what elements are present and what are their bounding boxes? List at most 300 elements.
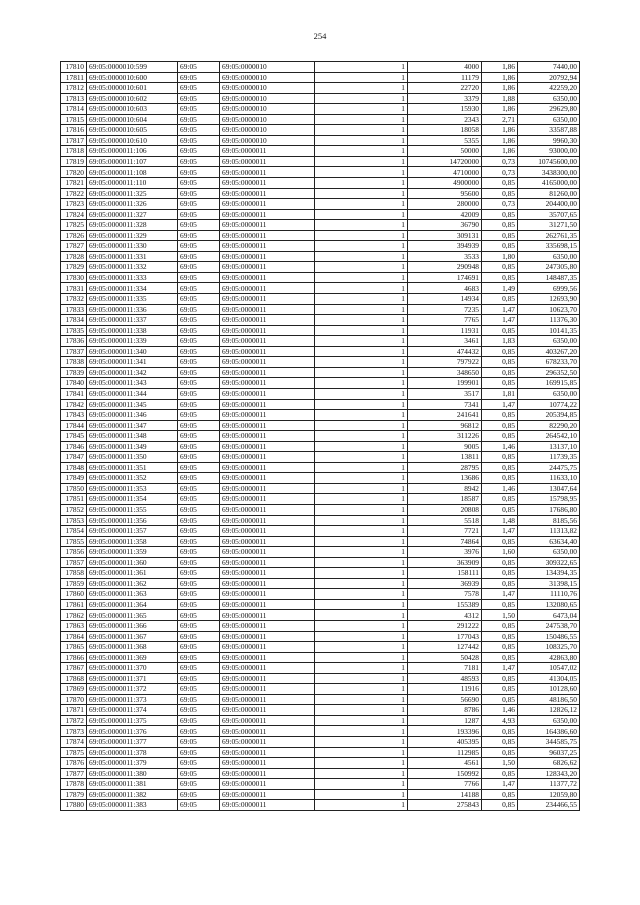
area-cell: 4900000 xyxy=(408,178,482,189)
cadastral-number-cell: 69:05:0000011:326 xyxy=(87,199,178,210)
cadastral-quarter-cell: 69:05:0000011 xyxy=(220,557,315,568)
district-code-cell: 69:05 xyxy=(178,589,220,600)
cadastral-value-cell: 148487,35 xyxy=(518,272,580,283)
cadastral-number-cell: 69:05:0000011:364 xyxy=(87,599,178,610)
cadastral-value-cell: 205394,85 xyxy=(518,410,580,421)
cadastral-number-cell: 69:05:0000011:342 xyxy=(87,367,178,378)
group-cell: 1 xyxy=(315,663,408,674)
district-code-cell: 69:05 xyxy=(178,652,220,663)
cadastral-number-cell: 69:05:0000011:110 xyxy=(87,178,178,189)
area-cell: 311226 xyxy=(408,431,482,442)
cadastral-number-cell: 69:05:0000011:375 xyxy=(87,715,178,726)
cadastral-value-cell: 12059,80 xyxy=(518,789,580,800)
cadastral-quarter-cell: 69:05:0000011 xyxy=(220,230,315,241)
cadastral-number-cell: 69:05:0000010:600 xyxy=(87,72,178,83)
area-cell: 96812 xyxy=(408,420,482,431)
cadastral-number-cell: 69:05:0000011:362 xyxy=(87,578,178,589)
cadastral-value-cell: 15798,95 xyxy=(518,494,580,505)
cadastral-number-cell: 69:05:0000011:332 xyxy=(87,262,178,273)
cadastral-number-cell: 69:05:0000011:335 xyxy=(87,294,178,305)
specific-value-cell: 1,47 xyxy=(482,304,518,315)
row-number-cell: 17865 xyxy=(61,642,87,653)
cadastral-number-cell: 69:05:0000011:347 xyxy=(87,420,178,431)
district-code-cell: 69:05 xyxy=(178,93,220,104)
specific-value-cell: 0,85 xyxy=(482,800,518,811)
area-cell: 7341 xyxy=(408,399,482,410)
row-number-cell: 17827 xyxy=(61,241,87,252)
table-row xyxy=(61,620,580,631)
row-number-cell: 17836 xyxy=(61,336,87,347)
area-cell: 74864 xyxy=(408,536,482,547)
area-cell: 28795 xyxy=(408,462,482,473)
cadastral-value-cell: 6350,00 xyxy=(518,93,580,104)
table-row xyxy=(61,241,580,252)
cadastral-value-cell: 6350,00 xyxy=(518,715,580,726)
specific-value-cell: 0,85 xyxy=(482,568,518,579)
specific-value-cell: 1,50 xyxy=(482,758,518,769)
row-number-cell: 17875 xyxy=(61,747,87,758)
row-number-cell: 17854 xyxy=(61,526,87,537)
cadastral-quarter-cell: 69:05:0000011 xyxy=(220,673,315,684)
area-cell: 95600 xyxy=(408,188,482,199)
area-cell: 7578 xyxy=(408,589,482,600)
row-number-cell: 17813 xyxy=(61,93,87,104)
table-row xyxy=(61,747,580,758)
group-cell: 1 xyxy=(315,399,408,410)
specific-value-cell: 1,46 xyxy=(482,705,518,716)
cadastral-number-cell: 69:05:0000011:382 xyxy=(87,789,178,800)
table-row xyxy=(61,504,580,515)
group-cell: 1 xyxy=(315,241,408,252)
group-cell: 1 xyxy=(315,631,408,642)
area-cell: 193396 xyxy=(408,726,482,737)
cadastral-number-cell: 69:05:0000010:601 xyxy=(87,83,178,94)
district-code-cell: 69:05 xyxy=(178,325,220,336)
cadastral-value-cell: 13047,64 xyxy=(518,483,580,494)
cadastral-number-cell: 69:05:0000011:373 xyxy=(87,694,178,705)
area-cell: 174691 xyxy=(408,272,482,283)
group-cell: 1 xyxy=(315,589,408,600)
specific-value-cell: 1,83 xyxy=(482,336,518,347)
group-cell: 1 xyxy=(315,620,408,631)
specific-value-cell: 0,85 xyxy=(482,230,518,241)
cadastral-number-cell: 69:05:0000011:371 xyxy=(87,673,178,684)
cadastral-value-cell: 403267,20 xyxy=(518,346,580,357)
group-cell: 1 xyxy=(315,547,408,558)
area-cell: 4710000 xyxy=(408,167,482,178)
district-code-cell: 69:05 xyxy=(178,758,220,769)
cadastral-quarter-cell: 69:05:0000011 xyxy=(220,367,315,378)
table-row xyxy=(61,262,580,273)
cadastral-value-cell: 6350,00 xyxy=(518,251,580,262)
table-row xyxy=(61,663,580,674)
cadastral-quarter-cell: 69:05:0000011 xyxy=(220,241,315,252)
cadastral-number-cell: 69:05:0000011:340 xyxy=(87,346,178,357)
row-number-cell: 17850 xyxy=(61,483,87,494)
cadastral-quarter-cell: 69:05:0000010 xyxy=(220,83,315,94)
row-number-cell: 17873 xyxy=(61,726,87,737)
cadastral-value-cell: 309322,65 xyxy=(518,557,580,568)
table-row xyxy=(61,526,580,537)
cadastral-value-cell: 11313,82 xyxy=(518,526,580,537)
row-number-cell: 17838 xyxy=(61,357,87,368)
cadastral-quarter-cell: 69:05:0000011 xyxy=(220,737,315,748)
cadastral-number-cell: 69:05:0000010:603 xyxy=(87,104,178,115)
cadastral-number-cell: 69:05:0000011:106 xyxy=(87,146,178,157)
district-code-cell: 69:05 xyxy=(178,367,220,378)
specific-value-cell: 0,85 xyxy=(482,747,518,758)
specific-value-cell: 0,85 xyxy=(482,631,518,642)
specific-value-cell: 1,86 xyxy=(482,72,518,83)
district-code-cell: 69:05 xyxy=(178,599,220,610)
cadastral-number-cell: 69:05:0000011:374 xyxy=(87,705,178,716)
district-code-cell: 69:05 xyxy=(178,241,220,252)
cadastral-quarter-cell: 69:05:0000011 xyxy=(220,431,315,442)
cadastral-value-cell: 6350,00 xyxy=(518,547,580,558)
group-cell: 1 xyxy=(315,294,408,305)
group-cell: 1 xyxy=(315,135,408,146)
area-cell: 4561 xyxy=(408,758,482,769)
area-cell: 14188 xyxy=(408,789,482,800)
area-cell: 18587 xyxy=(408,494,482,505)
area-cell: 8942 xyxy=(408,483,482,494)
row-number-cell: 17830 xyxy=(61,272,87,283)
specific-value-cell: 0,85 xyxy=(482,294,518,305)
cadastral-quarter-cell: 69:05:0000011 xyxy=(220,283,315,294)
cadastral-value-cell: 247305,80 xyxy=(518,262,580,273)
cadastral-quarter-cell: 69:05:0000011 xyxy=(220,726,315,737)
specific-value-cell: 1,47 xyxy=(482,779,518,790)
area-cell: 7765 xyxy=(408,315,482,326)
group-cell: 1 xyxy=(315,747,408,758)
cadastral-quarter-cell: 69:05:0000011 xyxy=(220,547,315,558)
cadastral-value-cell: 3438300,00 xyxy=(518,167,580,178)
table-row xyxy=(61,272,580,283)
row-number-cell: 17825 xyxy=(61,220,87,231)
district-code-cell: 69:05 xyxy=(178,399,220,410)
district-code-cell: 69:05 xyxy=(178,631,220,642)
cadastral-value-cell: 13137,10 xyxy=(518,441,580,452)
area-cell: 48593 xyxy=(408,673,482,684)
district-code-cell: 69:05 xyxy=(178,388,220,399)
table-row xyxy=(61,768,580,779)
cadastral-quarter-cell: 69:05:0000011 xyxy=(220,294,315,305)
area-cell: 290948 xyxy=(408,262,482,273)
row-number-cell: 17870 xyxy=(61,694,87,705)
cadastral-value-cell: 9960,30 xyxy=(518,135,580,146)
group-cell: 1 xyxy=(315,526,408,537)
table-row xyxy=(61,652,580,663)
cadastral-quarter-cell: 69:05:0000011 xyxy=(220,199,315,210)
cadastral-quarter-cell: 69:05:0000011 xyxy=(220,715,315,726)
cadastral-quarter-cell: 69:05:0000011 xyxy=(220,410,315,421)
district-code-cell: 69:05 xyxy=(178,715,220,726)
cadastral-value-cell: 7440,00 xyxy=(518,62,580,73)
area-cell: 5518 xyxy=(408,515,482,526)
table-row xyxy=(61,378,580,389)
table-row xyxy=(61,515,580,526)
cadastral-quarter-cell: 69:05:0000011 xyxy=(220,188,315,199)
area-cell: 150992 xyxy=(408,768,482,779)
specific-value-cell: 0,85 xyxy=(482,694,518,705)
table-row xyxy=(61,230,580,241)
cadastral-value-cell: 11376,30 xyxy=(518,315,580,326)
specific-value-cell: 0,85 xyxy=(482,378,518,389)
specific-value-cell: 0,85 xyxy=(482,357,518,368)
group-cell: 1 xyxy=(315,272,408,283)
specific-value-cell: 0,85 xyxy=(482,367,518,378)
table-row xyxy=(61,473,580,484)
cadastral-quarter-cell: 69:05:0000011 xyxy=(220,610,315,621)
cadastral-number-cell: 69:05:0000011:344 xyxy=(87,388,178,399)
area-cell: 3379 xyxy=(408,93,482,104)
specific-value-cell: 0,85 xyxy=(482,262,518,273)
group-cell: 1 xyxy=(315,684,408,695)
cadastral-value-cell: 6350,00 xyxy=(518,336,580,347)
cadastral-quarter-cell: 69:05:0000011 xyxy=(220,441,315,452)
table-row xyxy=(61,388,580,399)
district-code-cell: 69:05 xyxy=(178,578,220,589)
cadastral-quarter-cell: 69:05:0000011 xyxy=(220,304,315,315)
specific-value-cell: 0,85 xyxy=(482,620,518,631)
cadastral-value-cell: 6350,00 xyxy=(518,388,580,399)
cadastral-value-cell: 150486,55 xyxy=(518,631,580,642)
row-number-cell: 17847 xyxy=(61,452,87,463)
district-code-cell: 69:05 xyxy=(178,789,220,800)
cadastral-quarter-cell: 69:05:0000011 xyxy=(220,758,315,769)
cadastral-number-cell: 69:05:0000011:369 xyxy=(87,652,178,663)
table-row xyxy=(61,737,580,748)
specific-value-cell: 4,93 xyxy=(482,715,518,726)
cadastral-value-cell: 10623,70 xyxy=(518,304,580,315)
cadastral-value-cell: 132080,65 xyxy=(518,599,580,610)
row-number-cell: 17861 xyxy=(61,599,87,610)
specific-value-cell: 0,85 xyxy=(482,346,518,357)
row-number-cell: 17818 xyxy=(61,146,87,157)
group-cell: 1 xyxy=(315,83,408,94)
cadastral-value-cell: 31398,15 xyxy=(518,578,580,589)
group-cell: 1 xyxy=(315,694,408,705)
group-cell: 1 xyxy=(315,578,408,589)
cadastral-number-cell: 69:05:0000011:365 xyxy=(87,610,178,621)
group-cell: 1 xyxy=(315,104,408,115)
cadastral-quarter-cell: 69:05:0000011 xyxy=(220,663,315,674)
district-code-cell: 69:05 xyxy=(178,483,220,494)
cadastral-quarter-cell: 69:05:0000010 xyxy=(220,125,315,136)
table-row xyxy=(61,589,580,600)
table-row xyxy=(61,104,580,115)
table-row xyxy=(61,420,580,431)
cadastral-number-cell: 69:05:0000011:343 xyxy=(87,378,178,389)
row-number-cell: 17823 xyxy=(61,199,87,210)
cadastral-number-cell: 69:05:0000011:370 xyxy=(87,663,178,674)
area-cell: 50428 xyxy=(408,652,482,663)
district-code-cell: 69:05 xyxy=(178,315,220,326)
table-row xyxy=(61,800,580,811)
cadastral-value-cell: 6999,56 xyxy=(518,283,580,294)
district-code-cell: 69:05 xyxy=(178,336,220,347)
row-number-cell: 17853 xyxy=(61,515,87,526)
table-row xyxy=(61,684,580,695)
district-code-cell: 69:05 xyxy=(178,156,220,167)
district-code-cell: 69:05 xyxy=(178,663,220,674)
table-row xyxy=(61,283,580,294)
cadastral-quarter-cell: 69:05:0000011 xyxy=(220,589,315,600)
district-code-cell: 69:05 xyxy=(178,504,220,515)
row-number-cell: 17880 xyxy=(61,800,87,811)
district-code-cell: 69:05 xyxy=(178,346,220,357)
row-number-cell: 17822 xyxy=(61,188,87,199)
cadastral-number-cell: 69:05:0000011:357 xyxy=(87,526,178,537)
specific-value-cell: 1,86 xyxy=(482,104,518,115)
specific-value-cell: 0,85 xyxy=(482,178,518,189)
cadastral-quarter-cell: 69:05:0000011 xyxy=(220,526,315,537)
row-number-cell: 17852 xyxy=(61,504,87,515)
group-cell: 1 xyxy=(315,388,408,399)
cadastral-number-cell: 69:05:0000011:354 xyxy=(87,494,178,505)
cadastral-number-cell: 69:05:0000011:351 xyxy=(87,462,178,473)
table-row xyxy=(61,494,580,505)
row-number-cell: 17826 xyxy=(61,230,87,241)
cadastral-quarter-cell: 69:05:0000011 xyxy=(220,652,315,663)
group-cell: 1 xyxy=(315,462,408,473)
area-cell: 7766 xyxy=(408,779,482,790)
area-cell: 15930 xyxy=(408,104,482,115)
group-cell: 1 xyxy=(315,779,408,790)
district-code-cell: 69:05 xyxy=(178,557,220,568)
table-row xyxy=(61,599,580,610)
area-cell: 2343 xyxy=(408,114,482,125)
cadastral-value-table xyxy=(60,61,580,811)
table-row xyxy=(61,125,580,136)
group-cell: 1 xyxy=(315,431,408,442)
cadastral-quarter-cell: 69:05:0000011 xyxy=(220,167,315,178)
area-cell: 3976 xyxy=(408,547,482,558)
district-code-cell: 69:05 xyxy=(178,526,220,537)
group-cell: 1 xyxy=(315,800,408,811)
cadastral-value-cell: 164386,60 xyxy=(518,726,580,737)
area-cell: 11179 xyxy=(408,72,482,83)
group-cell: 1 xyxy=(315,726,408,737)
cadastral-quarter-cell: 69:05:0000011 xyxy=(220,251,315,262)
district-code-cell: 69:05 xyxy=(178,146,220,157)
cadastral-quarter-cell: 69:05:0000010 xyxy=(220,72,315,83)
cadastral-number-cell: 69:05:0000011:333 xyxy=(87,272,178,283)
specific-value-cell: 1,47 xyxy=(482,589,518,600)
cadastral-quarter-cell: 69:05:0000011 xyxy=(220,694,315,705)
area-cell: 112985 xyxy=(408,747,482,758)
group-cell: 1 xyxy=(315,283,408,294)
cadastral-number-cell: 69:05:0000011:353 xyxy=(87,483,178,494)
cadastral-quarter-cell: 69:05:0000011 xyxy=(220,420,315,431)
cadastral-value-cell: 11739,35 xyxy=(518,452,580,463)
row-number-cell: 17851 xyxy=(61,494,87,505)
row-number-cell: 17862 xyxy=(61,610,87,621)
district-code-cell: 69:05 xyxy=(178,420,220,431)
district-code-cell: 69:05 xyxy=(178,747,220,758)
cadastral-value-cell: 134394,35 xyxy=(518,568,580,579)
cadastral-number-cell: 69:05:0000011:339 xyxy=(87,336,178,347)
specific-value-cell: 0,85 xyxy=(482,220,518,231)
cadastral-quarter-cell: 69:05:0000011 xyxy=(220,800,315,811)
group-cell: 1 xyxy=(315,705,408,716)
row-number-cell: 17876 xyxy=(61,758,87,769)
group-cell: 1 xyxy=(315,536,408,547)
row-number-cell: 17878 xyxy=(61,779,87,790)
district-code-cell: 69:05 xyxy=(178,441,220,452)
table-row xyxy=(61,220,580,231)
specific-value-cell: 0,85 xyxy=(482,209,518,220)
district-code-cell: 69:05 xyxy=(178,494,220,505)
table-row xyxy=(61,315,580,326)
cadastral-value-cell: 169915,85 xyxy=(518,378,580,389)
table-row xyxy=(61,483,580,494)
specific-value-cell: 1,86 xyxy=(482,62,518,73)
group-cell: 1 xyxy=(315,568,408,579)
cadastral-quarter-cell: 69:05:0000011 xyxy=(220,631,315,642)
cadastral-quarter-cell: 69:05:0000011 xyxy=(220,156,315,167)
cadastral-value-cell: 6350,00 xyxy=(518,114,580,125)
area-cell: 13811 xyxy=(408,452,482,463)
cadastral-value-cell: 11110,76 xyxy=(518,589,580,600)
district-code-cell: 69:05 xyxy=(178,410,220,421)
group-cell: 1 xyxy=(315,156,408,167)
group-cell: 1 xyxy=(315,262,408,273)
group-cell: 1 xyxy=(315,315,408,326)
table-row xyxy=(61,578,580,589)
table-row xyxy=(61,336,580,347)
cadastral-value-cell: 10745600,00 xyxy=(518,156,580,167)
cadastral-number-cell: 69:05:0000011:376 xyxy=(87,726,178,737)
district-code-cell: 69:05 xyxy=(178,620,220,631)
cadastral-value-cell: 11377,72 xyxy=(518,779,580,790)
specific-value-cell: 1,88 xyxy=(482,93,518,104)
cadastral-number-cell: 69:05:0000011:345 xyxy=(87,399,178,410)
row-number-cell: 17840 xyxy=(61,378,87,389)
specific-value-cell: 0,85 xyxy=(482,420,518,431)
group-cell: 1 xyxy=(315,125,408,136)
cadastral-value-cell: 8185,56 xyxy=(518,515,580,526)
cadastral-value-cell: 82290,20 xyxy=(518,420,580,431)
cadastral-value-cell: 96037,25 xyxy=(518,747,580,758)
cadastral-number-cell: 69:05:0000011:360 xyxy=(87,557,178,568)
cadastral-quarter-cell: 69:05:0000011 xyxy=(220,599,315,610)
group-cell: 1 xyxy=(315,188,408,199)
row-number-cell: 17857 xyxy=(61,557,87,568)
specific-value-cell: 1,47 xyxy=(482,315,518,326)
cadastral-number-cell: 69:05:0000011:380 xyxy=(87,768,178,779)
specific-value-cell: 1,80 xyxy=(482,251,518,262)
cadastral-number-cell: 69:05:0000011:366 xyxy=(87,620,178,631)
cadastral-number-cell: 69:05:0000011:325 xyxy=(87,188,178,199)
table-row xyxy=(61,673,580,684)
cadastral-number-cell: 69:05:0000011:381 xyxy=(87,779,178,790)
cadastral-value-cell: 48186,50 xyxy=(518,694,580,705)
district-code-cell: 69:05 xyxy=(178,178,220,189)
table-row xyxy=(61,758,580,769)
cadastral-value-cell: 10547,02 xyxy=(518,663,580,674)
area-cell: 20808 xyxy=(408,504,482,515)
specific-value-cell: 1,50 xyxy=(482,610,518,621)
table-row xyxy=(61,789,580,800)
district-code-cell: 69:05 xyxy=(178,547,220,558)
cadastral-value-cell: 10141,35 xyxy=(518,325,580,336)
table-row xyxy=(61,357,580,368)
row-number-cell: 17864 xyxy=(61,631,87,642)
row-number-cell: 17845 xyxy=(61,431,87,442)
cadastral-number-cell: 69:05:0000011:327 xyxy=(87,209,178,220)
cadastral-number-cell: 69:05:0000011:338 xyxy=(87,325,178,336)
